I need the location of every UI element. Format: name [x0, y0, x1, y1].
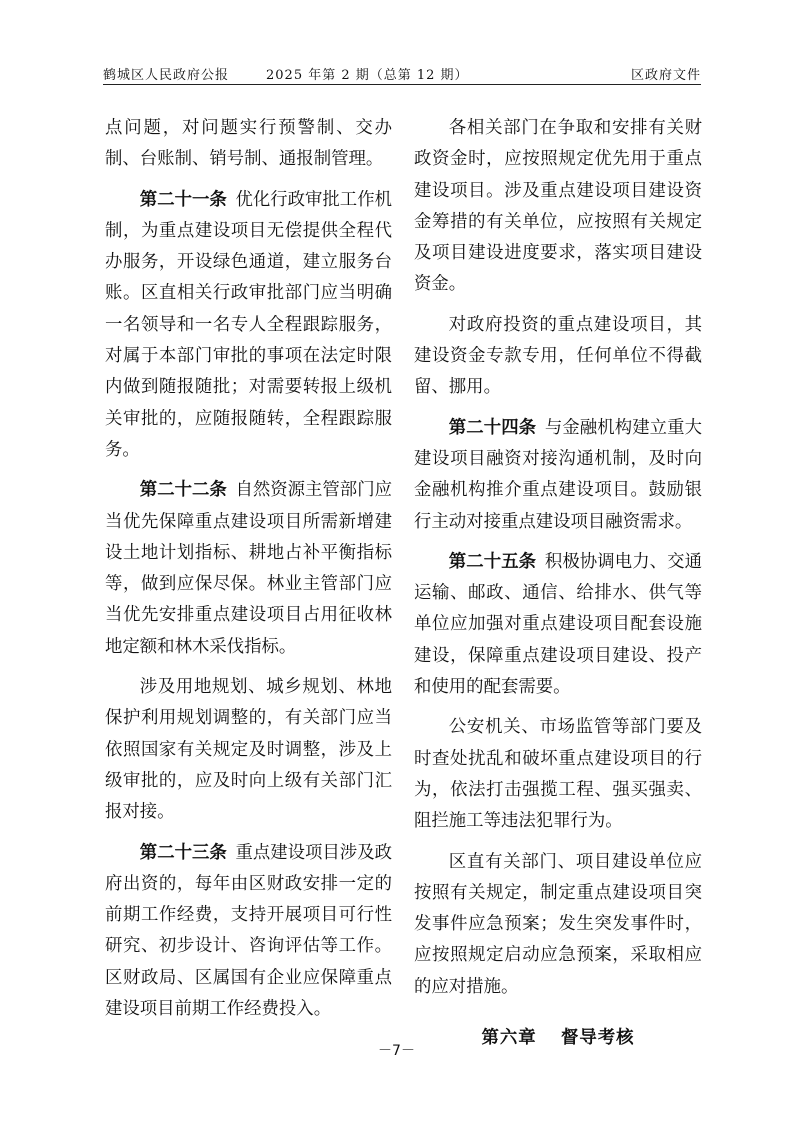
article-24-text: 与金融机构建立重大建设项目融资对接沟通机制，及时向金融机构推介重点建设项目。鼓励银行主动对接重点建设项目融资需求。 — [414, 417, 702, 532]
header-publication-name: 鹤城区人民政府公报 — [103, 68, 230, 83]
page-header — [103, 62, 701, 85]
chapter-number: 第六章 — [481, 1028, 537, 1049]
article-25-paragraph-2: 公安机关、市场监管等部门要及时查处扰乱和破坏重点建设项目的行为，依法打击强揽工程、强买强卖、阻拦施工等违法犯罪行为。 — [414, 717, 702, 832]
page-number: －7－ — [378, 1043, 415, 1059]
article-24 — [414, 413, 702, 538]
article-22 — [105, 475, 392, 663]
article-22-text: 自然资源主管部门应当优先保障重点建设项目所需新增建设土地计划指标、耕地占补平衡指标等，做到应保尽保。林业主管部门应当优先安排重点建设项目占用征收林地定额和林木采伐指标。 — [105, 480, 392, 657]
article-24-title: 第二十四条 — [448, 417, 537, 438]
article-23-paragraph-3: 对政府投资的重点建设项目，其建设资金专款专用，任何单位不得截留、挪用。 — [414, 314, 702, 398]
left-column — [105, 113, 392, 1034]
article-25 — [414, 547, 702, 703]
right-column — [414, 113, 702, 1054]
article-23-title: 第二十三条 — [139, 842, 227, 863]
header-issue: 2025 年第 2 期（总第 12 期） — [266, 68, 469, 83]
header-section: 区政府文件 — [630, 68, 701, 83]
chapter-title: 督导考核 — [560, 1028, 635, 1049]
article-23 — [105, 838, 392, 1026]
article-23-paragraph-2: 各相关部门在争取和安排有关财政资金时，应按照规定优先用于重点建设项目。涉及重点建设项目建设资金筹措的有关单位，应按照有关规定及项目建设进度要求，落实项目建设资金。 — [414, 118, 702, 295]
article-25-title: 第二十五条 — [448, 551, 537, 572]
article-21-text: 优化行政审批工作机制，为重点建设项目无偿提供全程代办服务，开设绿色通道，建立服务台账。区直相关行政审批部门应当明确一名领导和一名专人全程跟踪服务，对属于本部门审批的事项在法定时限内做到随报随批；对需要转报上级机关审批的，应随报随转，全程跟踪服务。 — [105, 189, 392, 460]
article-23-text: 重点建设项目涉及政府出资的，每年由区财政安排一定的前期工作经费，支持开展项目可行性研究、初步设计、咨询评估等工作。区财政局、区属国有企业应保障重点建设项目前期工作经费投入。 — [105, 842, 392, 1020]
article-21 — [105, 185, 392, 467]
article-25-text: 积极协调电力、交通运输、邮政、通信、给排水、供气等单位应加强对重点建设项目配套设施建设，保障重点建设项目建设、投产和使用的配套需要。 — [414, 551, 702, 698]
article-21-title: 第二十一条 — [139, 189, 227, 210]
article-22-paragraph-2: 涉及用地规划、城乡规划、林地保护利用规划调整的，有关部门应当依照国家有关规定及时调整，涉及上级审批的，应及时向上级有关部门汇报对接。 — [105, 677, 392, 823]
article-25-paragraph-3: 区直有关部门、项目建设单位应按照有关规定，制定重点建设项目突发事件应急预案；发生突发事件时，应按照规定启动应急预案，采取相应的应对措施。 — [414, 851, 702, 997]
paragraph-continued: 点问题，对问题实行预警制、交办制、台账制、销号制、通报制管理。 — [105, 118, 392, 170]
article-22-title: 第二十二条 — [139, 480, 227, 501]
